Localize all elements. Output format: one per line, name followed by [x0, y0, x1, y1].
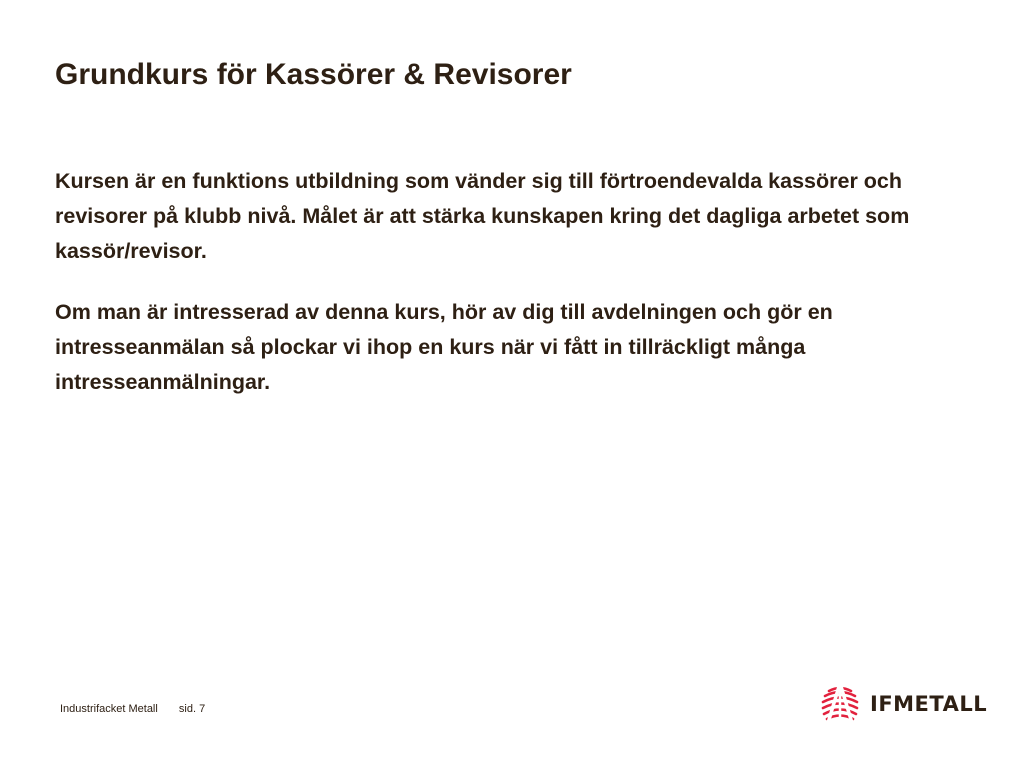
slide-title: Grundkurs för Kassörer & Revisorer: [55, 58, 572, 91]
logo-wordmark: IFMETALL: [870, 692, 988, 716]
body-paragraph-1: Kursen är en funktions utbildning som vänder sig till förtroendevalda kassörer och revisorer på klubb nivå. Målet är att stärka kunskapen kring det dagliga arbetet som kassör/revisor.: [55, 169, 910, 263]
ifmetall-logo: [818, 681, 987, 727]
slide-footer: [60, 703, 205, 715]
slide-body: [55, 164, 965, 426]
footer-page-number: sid. 7: [178, 703, 206, 715]
footer-organization: Industrifacket Metall: [60, 703, 158, 715]
ifmetall-logo-mark-icon: [818, 681, 862, 727]
body-paragraph-2: Om man är intresserad av denna kurs, hör av dig till avdelningen och gör en intresseanmälan så plockar vi ihop en kurs när vi fått in tillräckligt många intresseanmälningar.: [55, 300, 833, 394]
